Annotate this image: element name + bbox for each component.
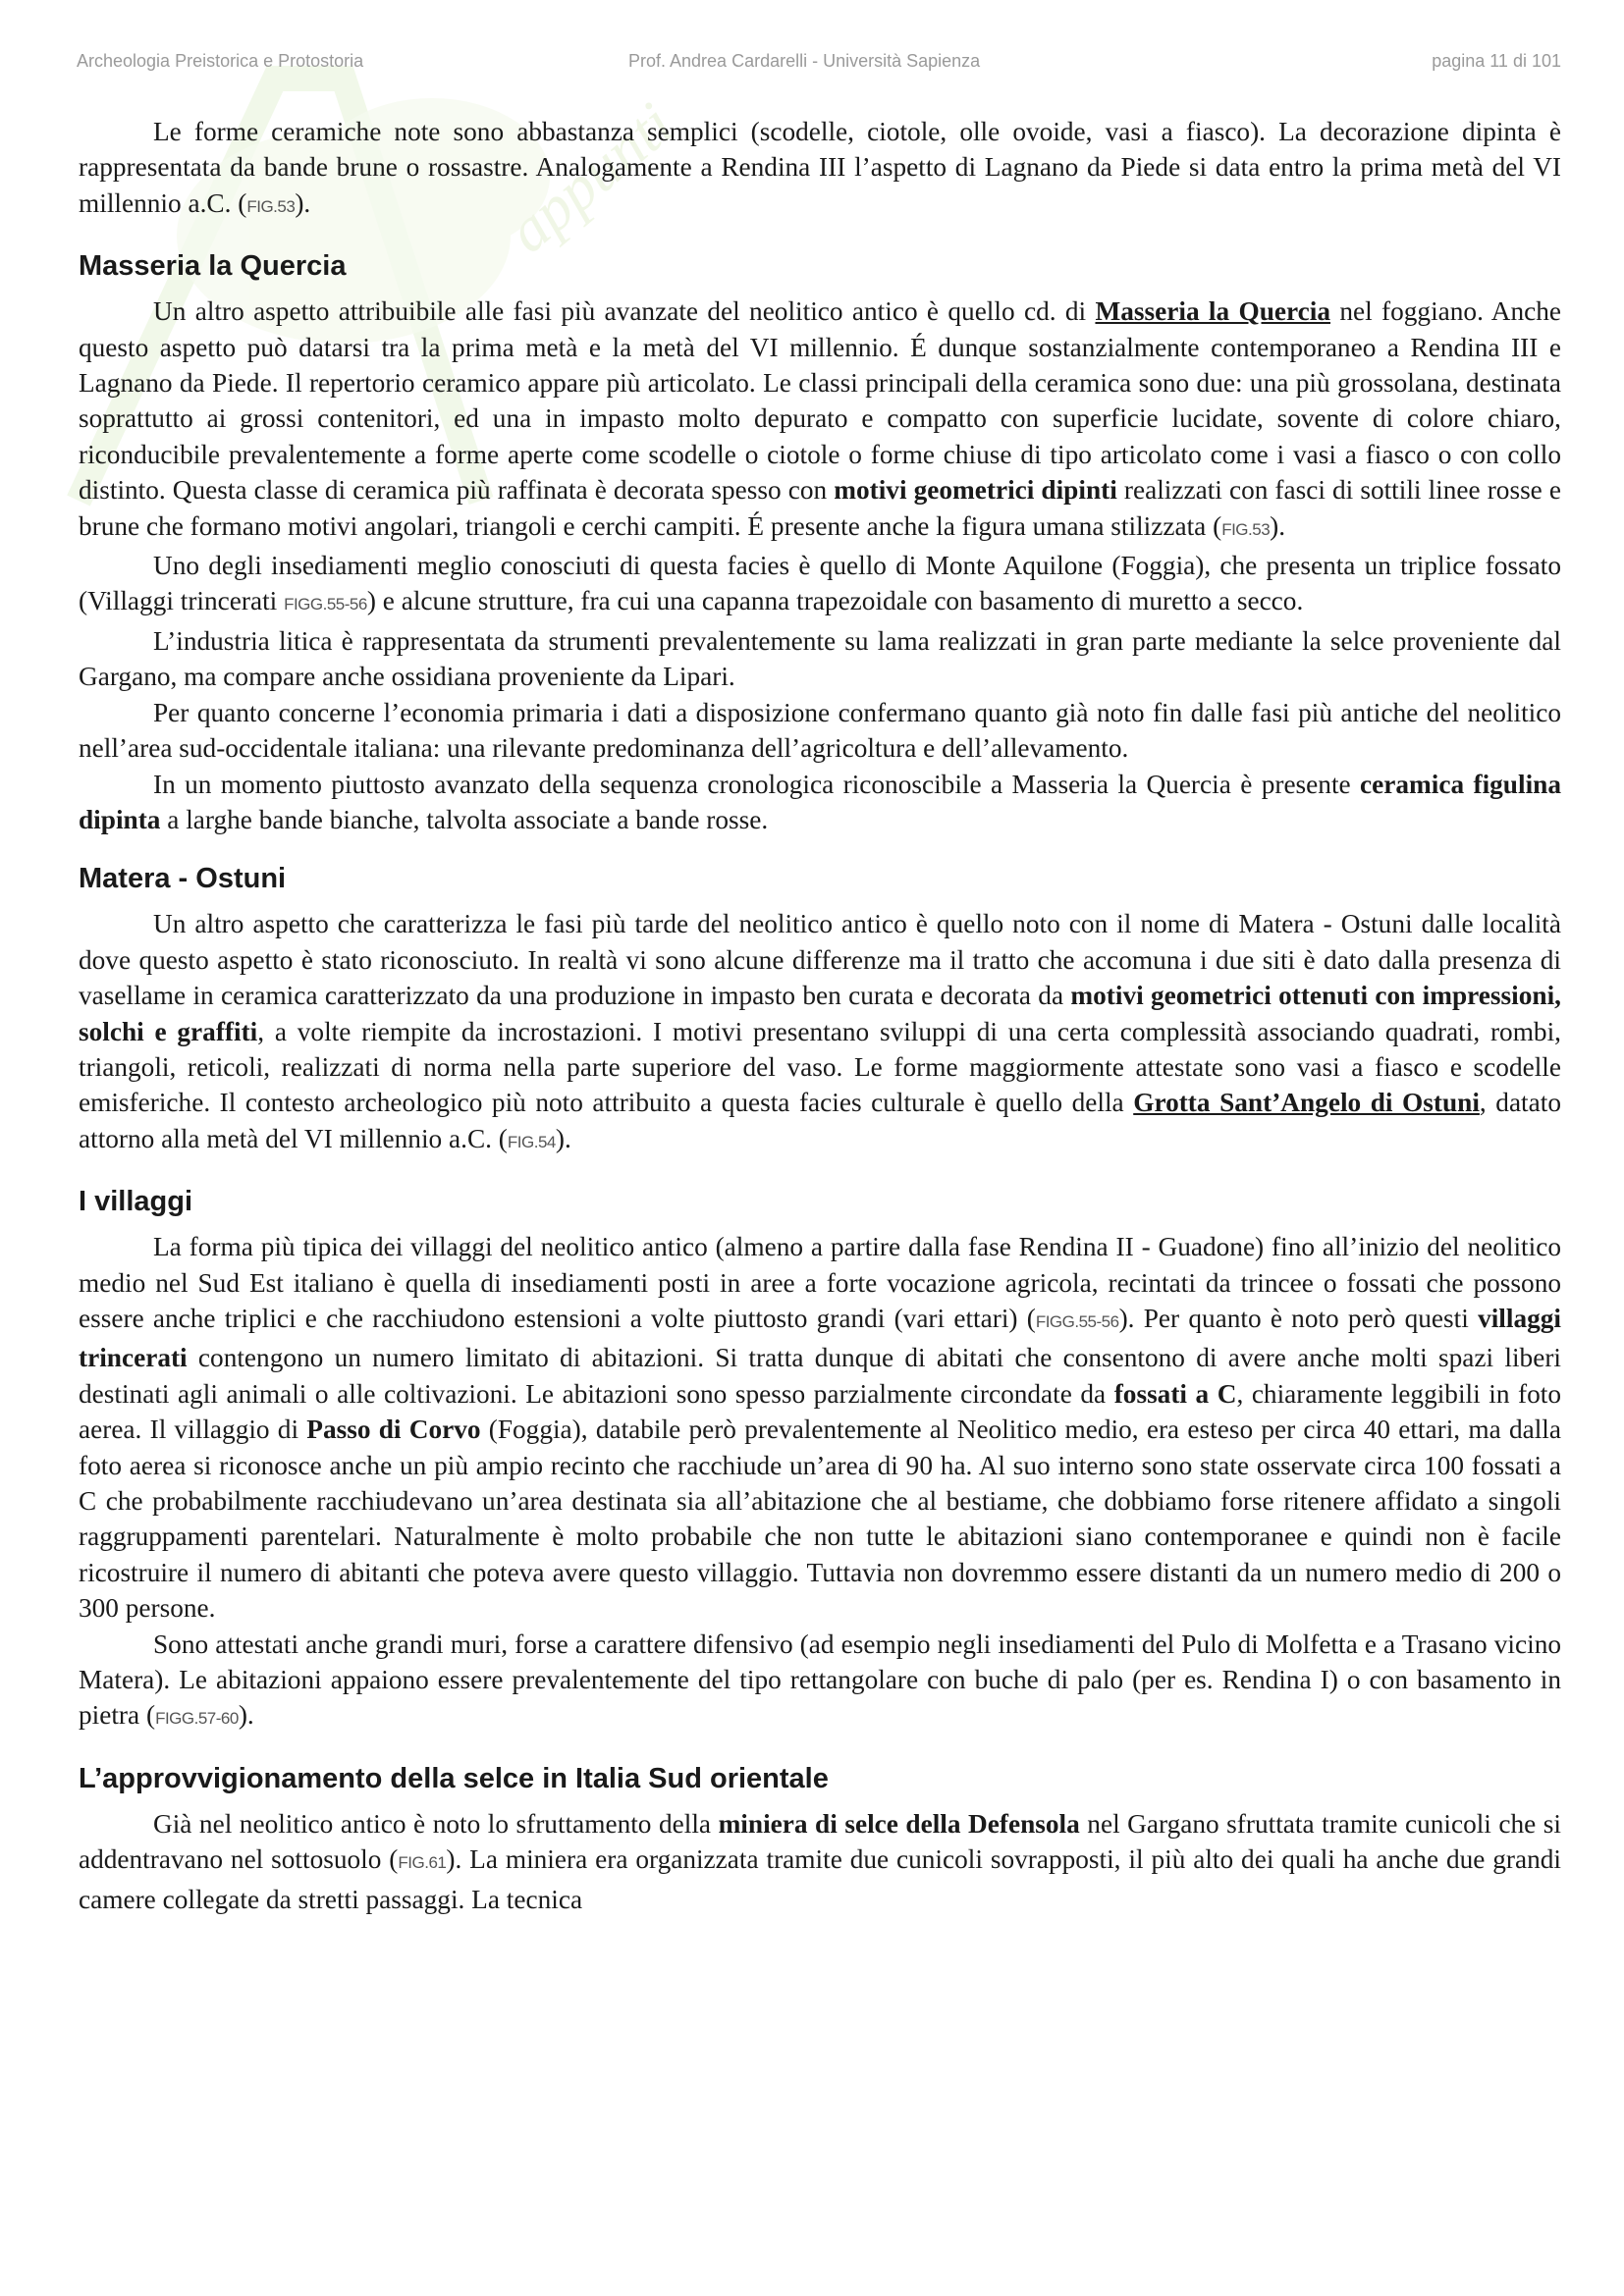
masseria-paragraph-3: L’industria litica è rappresentata da strumenti prevalentemente su lama realizzati in gran parte mediante la selce proveniente dal Gargano, ma compare anche ossidiana proveniente da Lipari.	[79, 625, 1561, 692]
intro-paragraph: Le forme ceramiche note sono abbastanza semplici (scodelle, ciotole, olle ovoide, vasi a fiasco). La decorazione dipinta è rappresentata da bande brune o rossastre. Analogamente a Rendina III l’aspetto di Lagnano da Piede si data entro la prima metà del VI millennio a.C. (FIG.53).	[79, 117, 1561, 218]
page-content	[79, 114, 1561, 1917]
section-title-villaggi: I villaggi	[79, 1186, 193, 1218]
villaggi-paragraph-2: Sono attestati anche grandi muri, forse a carattere difensivo (ad esempio negli insediamenti del Pulo di Molfetta e a Trasano vicino Matera). Le abitazioni appaiono essere prevalentemente del tipo rettangolare con buche di palo (per es. Rendina I) o con basamento in pietra (FIGG.57-60).	[79, 1629, 1561, 1731]
selce-paragraph-1: Già nel neolitico antico è noto lo sfruttamento della miniera di selce della Defensola nel Gargano sfruttata tramite cunicoli che si addentravano nel sottosuolo (FIG.61). La miniera era organizzata tramite due cunicoli sovrapposti, il più alto dei quali ha anche due grandi camere collegate da stretti passaggi. La tecnica	[79, 1808, 1562, 1914]
matera-link-term: Grotta Sant’Angelo di Ostuni	[1133, 1088, 1480, 1118]
figure-reference: FIG.53	[246, 196, 296, 216]
figure-reference: FIG.53	[1221, 519, 1271, 539]
masseria-link-term: Masseria la Quercia	[1095, 296, 1331, 327]
matera-paragraph-1: Un altro aspetto che caratterizza le fasi più tarde del neolitico antico è quello noto con il nome di Matera - Ostuni dalle località dove questo aspetto è stato riconosciuto. In realtà vi sono alcune differenze ma il tratto che accomuna i due siti è dato dalla presenza di vasellame in ceramica caratterizzato da una produzione in impasto ben curata e decorata da motivi geometrici ottenuti con impressioni, solchi e graffiti, a volte riempite da incrostazioni. I motivi presentano sviluppi di una certa complessità associando quadrati, rombi, triangoli, reticoli, realizzati di norma nella parte superiore del vaso. Le forme maggiormente attestate sono vasi a fiasco e scodelle emisferiche. Il contesto archeologico più noto attribuito a questa facies culturale è quello della Grotta Sant’Angelo di Ostuni, datato attorno alla metà del VI millennio a.C. (FIG.54).	[79, 909, 1561, 1153]
header-page-number: pagina 11 di 101	[1432, 51, 1561, 71]
section-title-masseria: Masseria la Quercia	[79, 250, 347, 283]
masseria-paragraph-1: Un altro aspetto attribuibile alle fasi più avanzate del neolitico antico è quello cd. di Masseria la Quercia nel foggiano. Anche questo aspetto può datarsi tra la prima metà e la metà del VI millennio. É dunque sostanzialmente contemporaneo a Rendina III e Lagnano da Piede. Il repertorio ceramico appare più articolato. Le classi principali della ceramica sono due: una più grossolana, destinata soprattutto ai grossi contenitori, ed una in impasto molto depurato e compatto con superficie lucidate, sovente di colore chiaro, riconducibile prevalentemente a forme aperte come scodelle o ciotole o forme chiuse di tipo articolato come i vasi a fiasco o con collo distinto. Questa classe di ceramica più raffinata è decorata spesso con motivi geometrici dipinti realizzati con fasci di sottili linee rosse e brune che formano motivi angolari, triangoli e cerchi campiti. É presente anche la figura umana stilizzata (FIG.53).	[79, 296, 1561, 541]
figure-reference: FIGG.55-56	[1035, 1311, 1119, 1331]
header-author: Prof. Andrea Cardarelli - Università Sapienza	[628, 51, 981, 71]
section-title-selce: L’approvvigionamento della selce in Italia Sud orientale	[79, 1762, 829, 1794]
section-title-matera: Matera - Ostuni	[79, 863, 287, 895]
masseria-paragraph-4: Per quanto concerne l’economia primaria i dati a disposizione confermano quanto già noto fin dalle fasi più antiche del neolitico nell’area sud-occidentale italiana: una rilevante predominanza dell’agricoltura e dell’allevamento.	[79, 697, 1561, 764]
masseria-paragraph-2: Uno degli insediamenti meglio conosciuti di questa facies è quello di Monte Aquilone (Foggia), che presenta un triplice fossato (Villaggi trincerati FIGG.55-56) e alcune strutture, fra cui una capanna trapezoidale con basamento di muretto a secco.	[79, 551, 1561, 616]
page-header	[77, 51, 1561, 80]
header-course-title: Archeologia Preistorica e Protostoria	[77, 51, 364, 71]
figure-reference: FIGG.55-56	[284, 595, 367, 614]
masseria-paragraph-5: In un momento piuttosto avanzato della sequenza cronologica riconoscibile a Masseria la Quercia è presente ceramica figulina dipinta a larghe bande bianche, talvolta associate a bande rosse.	[79, 769, 1561, 834]
villaggi-paragraph-1: La forma più tipica dei villaggi del neolitico antico (almeno a partire dalla fase Rendina II - Guadone) fino all’inizio del neolitico medio nel Sud Est italiano è quella di insediamenti posti in aree a forte vocazione agricola, recintati da trincee o fossati che possono essere anche triplici e che racchiudono estensioni a volte piuttosto grandi (vari ettari) (FIGG.55-56). Per quanto è noto però questi villaggi trincerati contengono un numero limitato di abitazioni. Si tratta dunque di abitati che consentono di avere anche molti spazi liberi destinati agli animali o alle coltivazioni. Le abitazioni sono spesso parzialmente circondate da fossati a C, chiaramente leggibili in foto aerea. Il villaggio di Passo di Corvo (Foggia), databile però prevalentemente al Neolitico medio, era esteso per circa 40 ettari, ma dalla foto aerea si riconosce anche un più ampio recinto che racchiude un’area di 90 ha. Al suo interno sono state osservate circa 100 fossati a C che probabilmente racchiudevano un’area destinata sia all’abitazione che al bestiame, che dobbiamo forse ritenere affidato a singoli raggruppamenti parentelari. Naturalmente è molto probabile che non tutte le abitazioni siano contemporanee e quindi non è facile ricostruire il numero di abitanti che poteva avere questo villaggio. Tuttavia non dovremmo essere distanti da un numero medio di 200 o 300 persone.	[79, 1232, 1561, 1624]
figure-reference: FIGG.57-60	[155, 1709, 239, 1729]
watermark-text: appunti	[494, 88, 686, 266]
figure-reference: FIG.54	[507, 1132, 556, 1151]
figure-reference: FIG.61	[398, 1853, 447, 1873]
